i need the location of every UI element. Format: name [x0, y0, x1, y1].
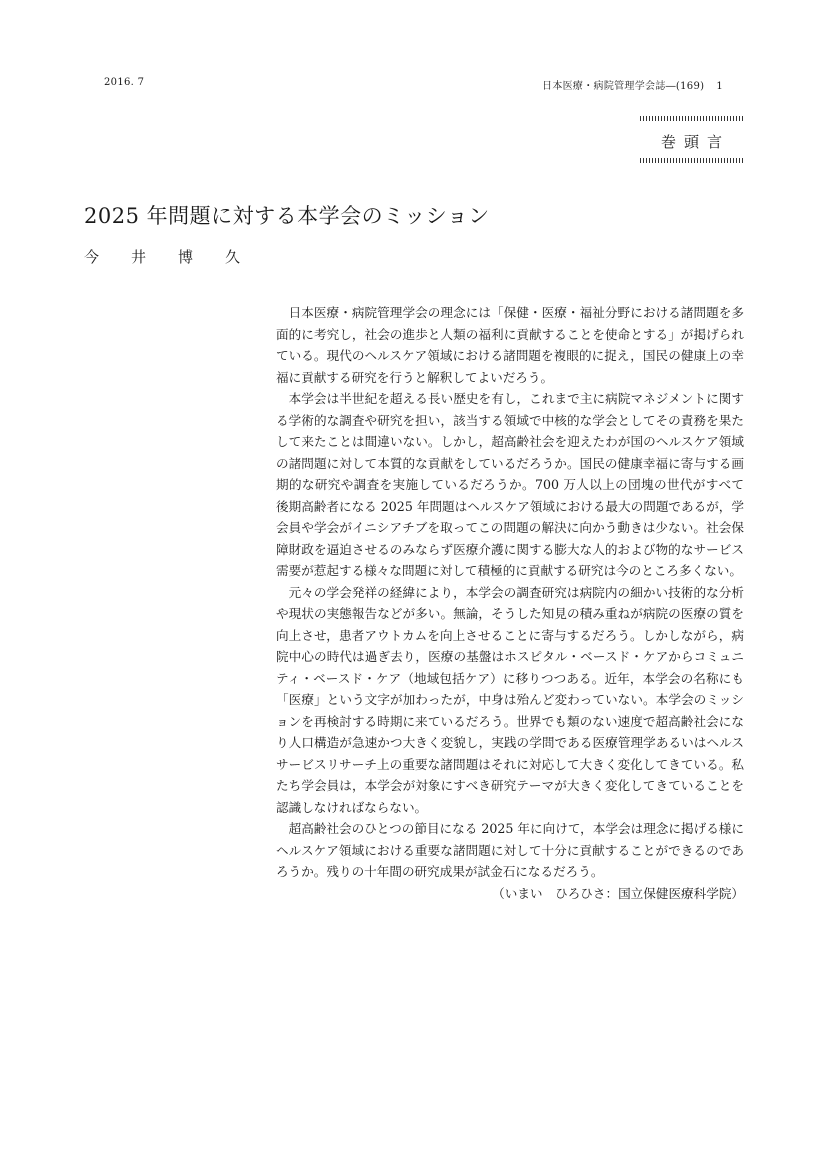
- author-name: 今井博久: [84, 248, 273, 266]
- hatch-rule-top: [640, 116, 743, 121]
- hatch-rule-bottom: [640, 158, 743, 163]
- paragraph: 超高齢社会のひとつの節目になる 2025 年に向けて，本学会は理念に掲げる様にヘルスケア領域における重要な諸問題に対して十分に貢献することができるのであろうか。残りの十年間の研究成果が試金石になるだろう。: [276, 821, 744, 879]
- article-title: 2025 年問題に対する本学会のミッション: [84, 204, 490, 228]
- paragraph: 元々の学会発祥の経緯により，本学会の調査研究は病院内の細かい技術的な分析や現状の実態報告などが多い。無論，そうした知見の積み重ねが病院の医療の質を向上させ，患者アウトカムを向上させることに寄与するだろう。しかしながら，病院中心の時代は過ぎ去り，医療の基盤はホスピタル・ベースド・ケアからコミュニティ・ベースド・ケア（地域包括ケア）に移りつつある。近年，本学会の名称にも「医療」という文字が加わったが，中身は殆んど変わっていない。本学会のミッションを再検討する時期に来ているだろう。世界でも類のない速度で超高齢社会になり人口構造が急速かつ大きく変貌し，実践の学問である医療管理学あるいはヘルスサービスリサーチ上の重要な諸問題はそれに対応して大きく変化してきている。私たち学会員は，本学会が対象にすべき研究テーマが大きく変化してきていることを認識しなければならない。: [276, 584, 745, 815]
- journal-header: [542, 77, 723, 92]
- paragraph: 日本医療・病院管理学会の理念には「保健・医療・福祉分野における諸問題を多面的に考究し，社会の進歩と人類の福利に貢献することを使命とする」が掲げられている。現代のヘルスケア領域における諸問題を複眼的に捉え，国民の健康上の幸福に貢献する研究を行うと解釈してよいだろう。: [276, 305, 744, 385]
- journal-name: 日本医療・病院管理学会誌―(169): [542, 81, 705, 92]
- page-number: 1: [716, 81, 723, 92]
- issue-date: 2016. 7: [104, 77, 145, 88]
- section-label-box: [640, 116, 743, 166]
- section-label: 巻頭言: [660, 133, 730, 151]
- author-signature: （いまい ひろひさ：国立保健医療科学院）: [492, 885, 744, 901]
- article-body: [276, 302, 744, 904]
- paragraph: 本学会は半世紀を超える長い歴史を有し，これまで主に病院マネジメントに関する学術的な調査や研究を担い，該当する領域で中核的な学会としてその責務を果たして来たことは間違いない。しかし，超高齢社会を迎えたわが国のヘルスケア領域の諸問題に対して本質的な貢献をしているだろうか。国民の健康幸福に寄与する画期的な研究や調査を実施しているだろうか。700 万人以上の団塊の世代がすべて後期高齢者になる 2025 年問題はヘルスケア領域における最大の問題であるが，学会員や学会がイニシアチブを取ってこの問題の解決に向かう動きは少ない。社会保障財政を逼迫させるのみならず医療介護に関する膨大な人的および物的なサービス需要が惹起する様々な問題に対して積極的に貢献する研究は今のところ多くない。: [276, 391, 744, 578]
